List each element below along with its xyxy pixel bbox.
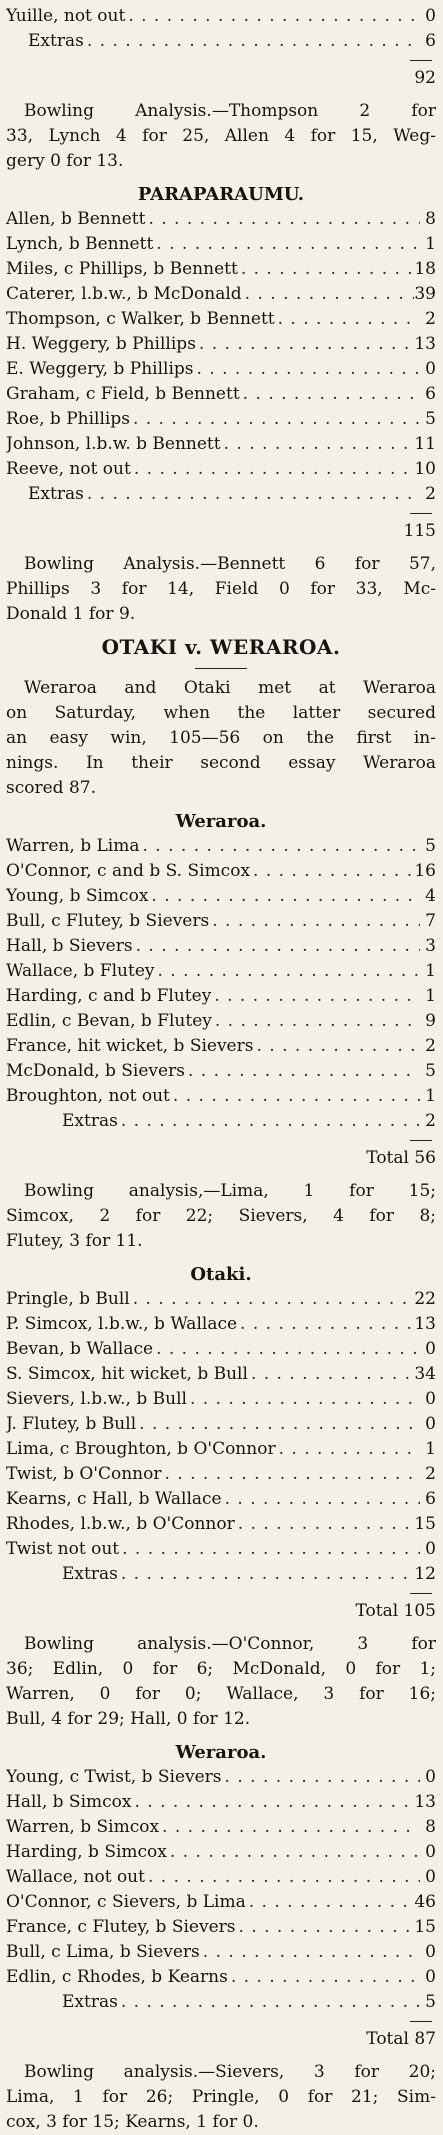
runs-score: 7 [425, 911, 436, 931]
batting-row [6, 1312, 436, 1337]
batting-row [6, 1815, 436, 1840]
leader-dots [222, 1487, 420, 1512]
bowling-analysis-line: Weraroa and Otaki met at Weraroa [24, 678, 436, 698]
batsman-name: Miles, c Phillips, b Bennett [6, 259, 238, 279]
bowling-analysis-line: Bowling analysis.—Sievers, 3 for 20; [24, 2062, 436, 2082]
batsman-name: Allen, b Bennett [6, 209, 146, 229]
batsman-name: Young, c Twist, b Sievers [6, 1767, 222, 1787]
runs-score: 2 [425, 309, 436, 329]
runs-score: 1 [425, 1086, 436, 1106]
leader-dots [246, 1890, 415, 1915]
batting-row [6, 257, 436, 282]
batsman-name: Bull, c Flutey, b Sievers [6, 911, 210, 931]
batting-row [6, 1537, 436, 1562]
batting-row [6, 1890, 436, 1915]
leader-dots [131, 457, 415, 482]
batting-row [6, 934, 436, 959]
runs-score: 5 [425, 836, 436, 856]
extras-row [6, 29, 436, 54]
runs-score: 0 [425, 1867, 436, 1887]
innings-total: 115 [403, 521, 436, 541]
runs-score: 9 [425, 1011, 436, 1031]
section-heading-weraroa: Weraroa. [175, 1742, 267, 1763]
innings-total: Total 105 [355, 1601, 436, 1621]
batsman-name: Kearns, c Hall, b Wallace [6, 1489, 222, 1509]
bowling-analysis-line: Donald 1 for 9. [6, 604, 136, 624]
batting-row [6, 1412, 436, 1437]
batting-row [6, 1362, 436, 1387]
runs-score: 1 [425, 234, 436, 254]
batting-row [6, 859, 436, 884]
leader-dots [145, 1865, 420, 1890]
leader-dots [240, 382, 420, 407]
batting-row [6, 357, 436, 382]
runs-score: 0 [425, 1942, 436, 1962]
batsman-name: Edlin, c Bevan, b Flutey [6, 1011, 212, 1031]
leader-dots [84, 29, 420, 54]
batsman-name: Twist, b O'Connor [6, 1464, 162, 1484]
leader-dots [130, 1287, 415, 1312]
leader-dots [153, 1337, 420, 1362]
runs-score: 39 [414, 284, 436, 304]
leader-dots [236, 1915, 415, 1940]
bowling-analysis-line: gery 0 for 13. [6, 151, 124, 171]
leader-dots [136, 1412, 420, 1437]
batsman-name: Edlin, c Rhodes, b Kearns [6, 1967, 228, 1987]
bowling-analysis-line: cox, 3 for 15; Kearns, 1 for 0. [6, 2112, 259, 2132]
batting-row [6, 1287, 436, 1312]
innings-total: 92 [414, 68, 436, 88]
batting-row [6, 1965, 436, 1990]
runs-score: 34 [414, 1364, 436, 1384]
runs-score: 8 [425, 209, 436, 229]
runs-score: 3 [425, 936, 436, 956]
batting-row [6, 407, 436, 432]
runs-score: 13 [414, 334, 436, 354]
bowling-analysis-line: Lima, 1 for 26; Pringle, 0 for 21; Sim- [6, 2087, 436, 2107]
bowling-analysis-line: Bowling analysis,—Lima, 1 for 15; [24, 1181, 436, 1201]
runs-score: 1 [425, 961, 436, 981]
leader-dots [196, 332, 414, 357]
leader-dots [155, 959, 421, 984]
batsman-name: France, c Flutey, b Sievers [6, 1917, 236, 1937]
runs-score: 2 [425, 1036, 436, 1056]
leader-dots [222, 1765, 420, 1790]
batsman-name: Extras [62, 1111, 118, 1131]
extras-row [6, 482, 436, 507]
runs-score: 0 [425, 6, 436, 26]
heading-rule [195, 668, 247, 669]
runs-score: 13 [414, 1314, 436, 1334]
batting-row [6, 432, 436, 457]
runs-score: 0 [425, 1967, 436, 1987]
leader-dots [194, 357, 421, 382]
runs-score: 5 [425, 1061, 436, 1081]
bowling-analysis-line: an easy win, 105—56 on the first in- [6, 728, 436, 748]
bowling-analysis-line: Bull, 4 for 29; Hall, 0 for 12. [6, 1709, 251, 1729]
batsman-name: S. Simcox, hit wicket, b Bull [6, 1364, 248, 1384]
total-rule [410, 1140, 432, 1141]
batsman-name: Extras [62, 1992, 118, 2012]
batting-row [6, 1865, 436, 1890]
leader-dots [139, 834, 420, 859]
innings-total: Total 87 [366, 2029, 436, 2049]
batsman-name: H. Weggery, b Phillips [6, 334, 196, 354]
total-rule [410, 2021, 432, 2022]
batsman-name: Rhodes, l.b.w., b O'Connor [6, 1514, 235, 1534]
batting-row [6, 1765, 436, 1790]
batsman-name: Young, b Simcox [6, 886, 149, 906]
batsman-name: Yuille, not out [6, 6, 126, 26]
batting-row [6, 207, 436, 232]
bowling-analysis-line: Bowling analysis.—O'Connor, 3 for [24, 1634, 436, 1654]
runs-score: 1 [425, 986, 436, 1006]
runs-score: 0 [425, 359, 436, 379]
leader-dots [221, 432, 415, 457]
runs-score: 5 [425, 1992, 436, 2012]
batting-row [6, 1009, 436, 1034]
batsman-name: Twist not out [6, 1539, 120, 1559]
runs-score: 4 [425, 886, 436, 906]
batting-row [6, 834, 436, 859]
batting-row [6, 1034, 436, 1059]
runs-score: 6 [425, 1489, 436, 1509]
batsman-name: Sievers, l.b.w., b Bull [6, 1389, 187, 1409]
leader-dots [118, 1109, 420, 1134]
batting-row [6, 1940, 436, 1965]
batting-row [6, 232, 436, 257]
bowling-analysis-line: Simcox, 2 for 22; Sievers, 4 for 8; [6, 1206, 436, 1226]
batting-row [6, 1437, 436, 1462]
leader-dots [211, 984, 420, 1009]
runs-score: 16 [414, 861, 436, 881]
leader-dots [235, 1512, 415, 1537]
leader-dots [250, 859, 414, 884]
leader-dots [228, 1965, 420, 1990]
batting-row [6, 332, 436, 357]
runs-score: 22 [414, 1289, 436, 1309]
batting-row [6, 984, 436, 1009]
runs-score: 5 [425, 409, 436, 429]
batsman-name: Extras [28, 31, 84, 51]
batting-row [6, 1387, 436, 1412]
section-heading-weraroa: Weraroa. [175, 811, 267, 832]
bowling-analysis-line: scored 87. [6, 778, 96, 798]
runs-score: 12 [414, 1564, 436, 1584]
batsman-name: Graham, c Field, b Bennett [6, 384, 240, 404]
runs-score: 13 [414, 1792, 436, 1812]
runs-score: 1 [425, 1439, 436, 1459]
batsman-name: O'Connor, c Sievers, b Lima [6, 1892, 246, 1912]
runs-score: 15 [414, 1514, 436, 1534]
leader-dots [187, 1387, 420, 1412]
bowling-analysis-line: Bowling Analysis.—Bennett 6 for 57, [24, 554, 436, 574]
batsman-name: Roe, b Phillips [6, 409, 130, 429]
runs-score: 6 [425, 31, 436, 51]
runs-score: 2 [425, 1464, 436, 1484]
leader-dots [118, 1562, 415, 1587]
total-rule [410, 1593, 432, 1594]
batting-row [6, 1512, 436, 1537]
leader-dots [159, 1815, 420, 1840]
bowling-analysis-line: Flutey, 3 for 11. [6, 1231, 143, 1251]
batsman-name: Johnson, l.b.w. b Bennett [6, 434, 221, 454]
section-heading-paraparaumu: PARAPARAUMU. [137, 184, 305, 205]
batting-row [6, 307, 436, 332]
batsman-name: Harding, c and b Flutey [6, 986, 212, 1006]
batsman-name: France, hit wicket, b Sievers [6, 1036, 254, 1056]
leader-dots [185, 1059, 420, 1084]
batsman-name: Lima, c Broughton, b O'Connor [6, 1439, 276, 1459]
extras-row [6, 1562, 436, 1587]
batting-row [6, 1915, 436, 1940]
leader-dots [148, 884, 420, 909]
leader-dots [119, 1537, 420, 1562]
leader-dots [238, 257, 415, 282]
batsman-name: Bull, c Lima, b Sievers [6, 1942, 200, 1962]
batting-row [6, 457, 436, 482]
runs-score: 0 [425, 1414, 436, 1434]
bowling-analysis-line: Warren, 0 for 0; Wallace, 3 for 16; [6, 1684, 436, 1704]
runs-score: 8 [425, 1817, 436, 1837]
extras-row [6, 1109, 436, 1134]
leader-dots [237, 1312, 414, 1337]
leader-dots [153, 232, 420, 257]
batting-row [6, 909, 436, 934]
runs-score: 6 [425, 384, 436, 404]
batsman-name: McDonald, b Sievers [6, 1061, 185, 1081]
leader-dots [167, 1840, 420, 1865]
batting-row [6, 382, 436, 407]
batsman-name: Broughton, not out [6, 1086, 170, 1106]
batsman-name: Warren, b Lima [6, 836, 140, 856]
runs-score: 11 [414, 434, 436, 454]
batsman-name: Thompson, c Walker, b Bennett [6, 309, 275, 329]
leader-dots [200, 1940, 420, 1965]
batting-row [6, 1059, 436, 1084]
runs-score: 0 [425, 1842, 436, 1862]
runs-score: 0 [425, 1389, 436, 1409]
leader-dots [242, 282, 415, 307]
batting-row [6, 1337, 436, 1362]
leader-dots [209, 909, 420, 934]
runs-score: 0 [425, 1339, 436, 1359]
leader-dots [84, 482, 420, 507]
batsman-name: Pringle, b Bull [6, 1289, 130, 1309]
batsman-name: Hall, b Simcox [6, 1792, 132, 1812]
section-heading-otaki-v-weraroa: OTAKI v. WERAROA. [101, 635, 341, 659]
runs-score: 18 [414, 259, 436, 279]
leader-dots [118, 1990, 420, 2015]
leader-dots [133, 934, 420, 959]
batting-row [6, 1790, 436, 1815]
batsman-name: Reeve, not out [6, 459, 131, 479]
leader-dots [131, 1790, 414, 1815]
total-rule [410, 60, 432, 61]
bowling-analysis-line: Bowling Analysis.—Thompson 2 for [24, 101, 436, 121]
batting-row [6, 4, 436, 29]
leader-dots [161, 1462, 420, 1487]
batsman-name: Lynch, b Bennett [6, 234, 154, 254]
batting-row [6, 282, 436, 307]
extras-row [6, 1990, 436, 2015]
leader-dots [130, 407, 420, 432]
batsman-name: P. Simcox, l.b.w., b Wallace [6, 1314, 238, 1334]
leader-dots [253, 1034, 420, 1059]
runs-score: 0 [425, 1539, 436, 1559]
batsman-name: Extras [28, 484, 84, 504]
batting-row [6, 884, 436, 909]
batsman-name: Extras [62, 1564, 118, 1584]
leader-dots [248, 1362, 414, 1387]
batting-row [6, 1462, 436, 1487]
leader-dots [125, 4, 420, 29]
innings-total: Total 56 [366, 1148, 436, 1168]
runs-score: 10 [414, 459, 436, 479]
batsman-name: J. Flutey, b Bull [6, 1414, 137, 1434]
leader-dots [170, 1084, 420, 1109]
bowling-analysis-line: Phillips 3 for 14, Field 0 for 33, Mc- [6, 579, 436, 599]
batsman-name: Harding, b Simcox [6, 1842, 167, 1862]
batsman-name: Bevan, b Wallace [6, 1339, 154, 1359]
batsman-name: Warren, b Simcox [6, 1817, 160, 1837]
total-rule [410, 513, 432, 514]
leader-dots [212, 1009, 420, 1034]
batsman-name: O'Connor, c and b S. Simcox [6, 861, 251, 881]
bowling-analysis-line: 33, Lynch 4 for 25, Allen 4 for 15, Weg- [6, 126, 436, 146]
runs-score: 46 [414, 1892, 436, 1912]
batting-row [6, 1487, 436, 1512]
leader-dots [276, 1437, 420, 1462]
leader-dots [145, 207, 420, 232]
leader-dots [275, 307, 420, 332]
runs-score: 2 [425, 484, 436, 504]
batsman-name: Caterer, l.b.w., b McDonald [6, 284, 242, 304]
bowling-analysis-line: on Saturday, when the latter secured [6, 703, 436, 723]
bowling-analysis-line: 36; Edlin, 0 for 6; McDonald, 0 for 1; [6, 1659, 436, 1679]
batting-row [6, 1840, 436, 1865]
batting-row [6, 1084, 436, 1109]
batsman-name: Wallace, b Flutey [6, 961, 155, 981]
section-heading-otaki: Otaki. [190, 1264, 252, 1285]
batsman-name: Hall, b Sievers [6, 936, 133, 956]
bowling-analysis-line: nings. In their second essay Weraroa [6, 753, 436, 773]
batting-row [6, 959, 436, 984]
runs-score: 15 [414, 1917, 436, 1937]
batsman-name: E. Weggery, b Phillips [6, 359, 194, 379]
runs-score: 2 [425, 1111, 436, 1131]
batsman-name: Wallace, not out [6, 1867, 145, 1887]
runs-score: 0 [425, 1767, 436, 1787]
